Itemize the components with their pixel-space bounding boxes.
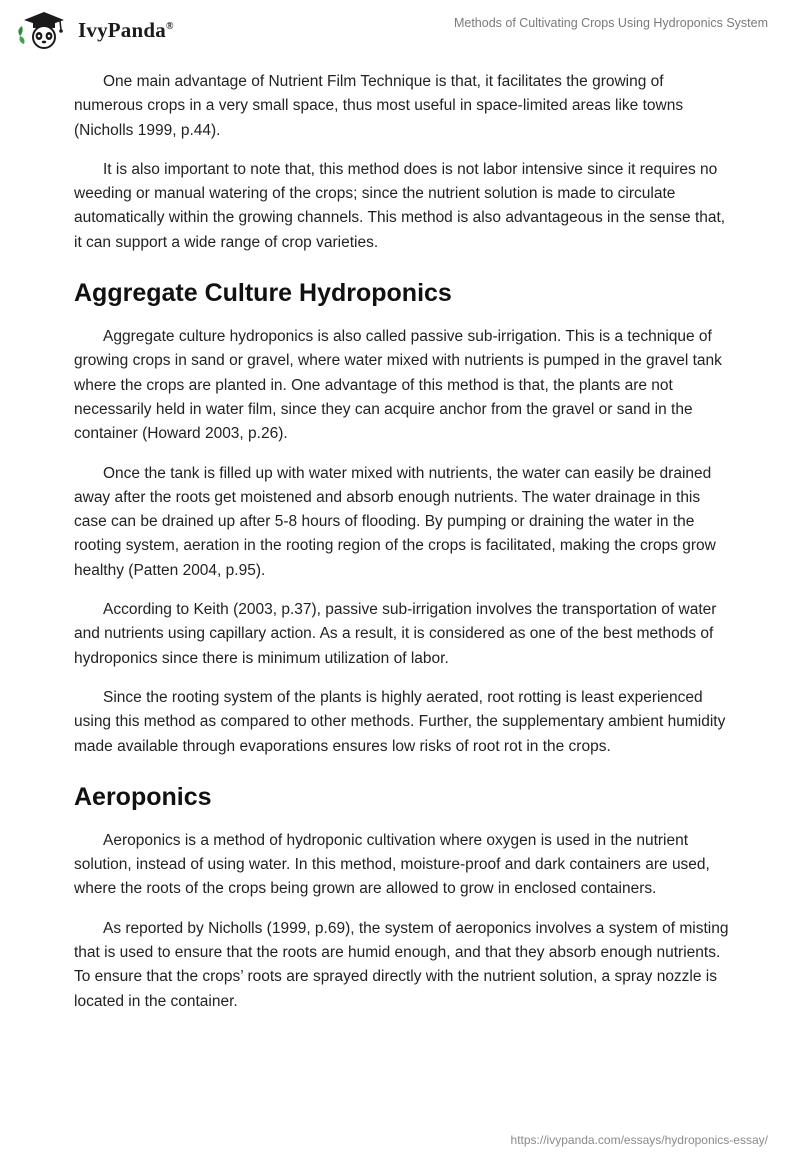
paragraph: One main advantage of Nutrient Film Technique is that, it facilitates the growing of numerous crops in a very small space, thus most useful in space-limited areas like towns (Nicholls 1999, p.44).	[74, 73, 684, 139]
section-heading-aeroponics: Aeroponics	[74, 782, 212, 811]
paragraph: It is also important to note that, this method does is not labor intensive since it requires no weeding or manual watering of the crops; since the nutrient solution is made to circulate automatically within the growing channels. This method is also advantageous in the sense that, it can support a wide range of crop varieties.	[74, 160, 726, 251]
paragraph: Aeroponics is a method of hydroponic cultivation where oxygen is used in the nutrient solution, instead of using water. In this method, moisture-proof and dark containers are used, where the roots of the crops being grown are allowed to grow in enclosed containers.	[74, 831, 710, 898]
paragraph: As reported by Nicholls (1999, p.69), the system of aeroponics involves a system of misting that is used to ensure that the roots are humid enough, and that they absorb enough nutrients. To ensure that the crops’ roots are sprayed directly with the nutrient solution, a spray nozzle is located in the container.	[74, 919, 729, 1010]
page-header	[0, 0, 800, 60]
paragraph: According to Keith (2003, p.37), passive sub-irrigation involves the transportation of water and nutrients using capillary action. As a result, it is considered as one of the best methods of hydroponics since there is minimum utilization of labor.	[74, 601, 717, 667]
paragraph: Since the rooting system of the plants is highly aerated, root rotting is least experienced using this method as compared to other methods. Further, the supplementary ambient humidity made available through evaporations ensures low risks of root rot in the crops.	[74, 688, 726, 755]
logo-wordmark: IvyPanda®	[78, 17, 174, 42]
panda-graduate-icon	[16, 10, 72, 50]
source-url-link[interactable]: https://ivypanda.com/essays/hydroponics-essay/	[510, 1133, 768, 1147]
ivypanda-logo[interactable]	[16, 10, 174, 50]
document-title: Methods of Cultivating Crops Using Hydroponics System	[453, 16, 768, 30]
section-heading-aggregate-culture: Aggregate Culture Hydroponics	[74, 279, 452, 308]
paragraph: Once the tank is filled up with water mixed with nutrients, the water can easily be drained away after the roots get moistened and absorb enough nutrients. The water drainage in this case can be drained up after 5-8 hours of flooding. By pumping or draining the water in the rooting system, aeration in the rooting region of the crops is facilitated, making the crops grow healthy (Patten 2004, p.95).	[74, 464, 716, 579]
paragraph: Aggregate culture hydroponics is also called passive sub-irrigation. This is a technique of growing crops in sand or gravel, where water mixed with nutrients is pumped in the gravel tank where the crops are planted in. One advantage of this method is that, the plants are not necessarily held in water film, since they can acquire anchor from the gravel or sand in the container (Howard 2003, p.26).	[74, 328, 722, 443]
essay-body	[74, 70, 734, 1029]
